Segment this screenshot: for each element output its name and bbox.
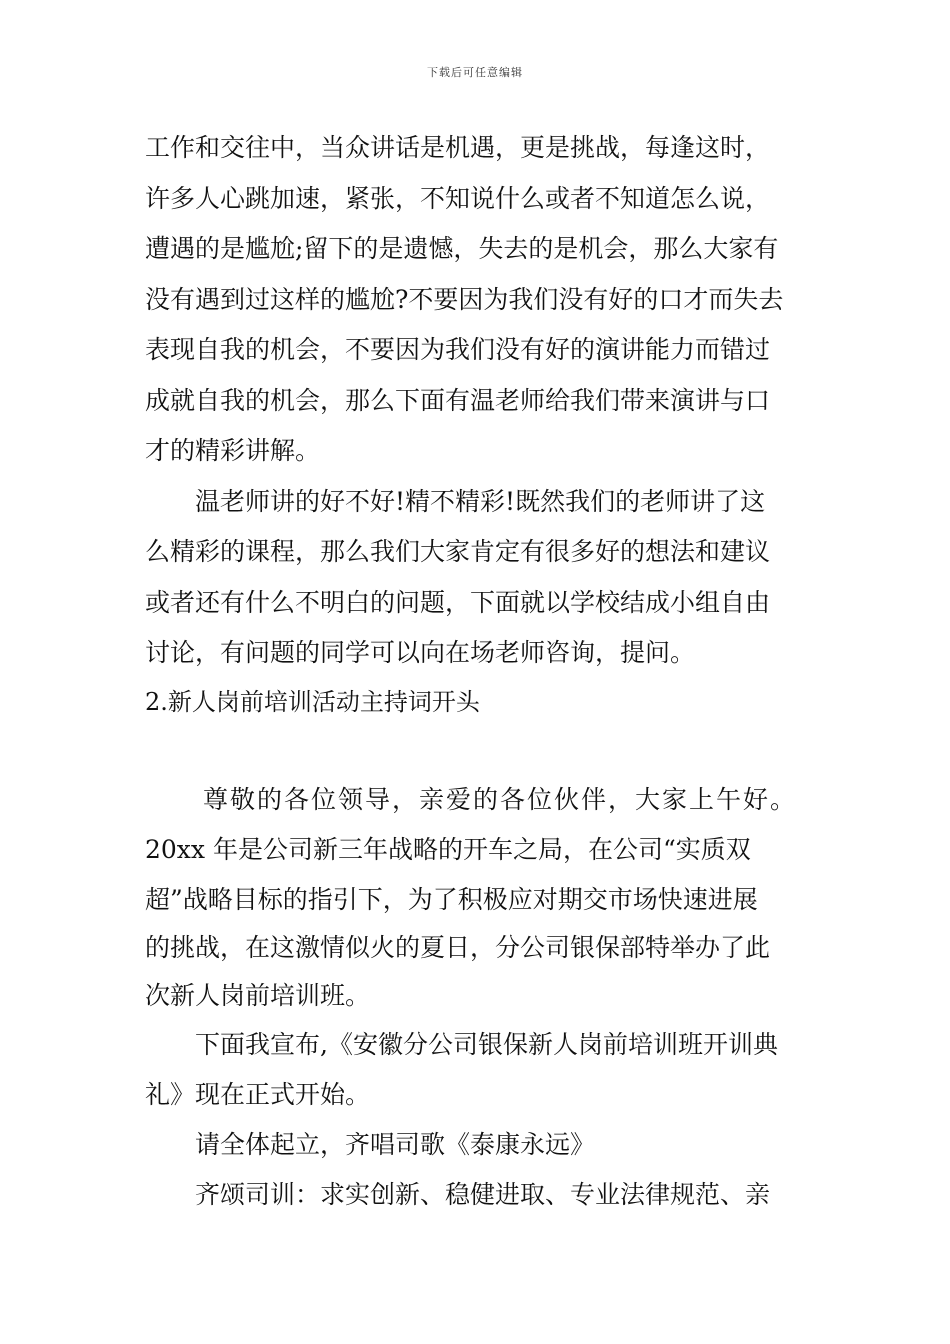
- paragraph-line: 尊敬的各位领导，亲爱的各位伙伴，大家上午好。: [203, 785, 798, 814]
- paragraph-line: 表现自我的机会，不要因为我们没有好的演讲能力而错过: [145, 335, 771, 364]
- paragraph-line: 请全体起立，齐唱司歌《泰康永远》: [195, 1130, 596, 1159]
- section-heading: 2.新人岗前培训活动主持词开头: [145, 688, 480, 716]
- paragraph-line: 温老师讲的好不好!精不精彩!既然我们的老师讲了这: [195, 487, 766, 516]
- paragraph-line: 成就自我的机会，那么下面有温老师给我们带来演讲与口: [145, 386, 771, 415]
- paragraph-line: 许多人心跳加速，紧张，不知说什么或者不知道怎么说，: [145, 184, 771, 213]
- paragraph-line: 次新人岗前培训班。: [145, 981, 371, 1010]
- paragraph-line: 下面我宣布,《安徽分公司银保新人岗前培训班开训典: [195, 1030, 778, 1059]
- paragraph-line: 礼》现在正式开始。: [145, 1080, 371, 1109]
- paragraph-line: 齐颂司训：求实创新、稳健进取、专业法律规范、亲: [195, 1180, 771, 1209]
- paragraph-line: 或者还有什么不明白的问题，下面就以学校结成小组自由: [145, 588, 771, 617]
- paragraph-line: 超”战略目标的指引下，为了积极应对期交市场快速进展: [145, 885, 758, 914]
- paragraph-line: 没有遇到过这样的尴尬?不要因为我们没有好的口才而失去: [145, 285, 784, 314]
- paragraph-line: 的挑战，在这激情似火的夏日，分公司银保部特举办了此: [145, 933, 771, 962]
- paragraph-line: 么精彩的课程，那么我们大家肯定有很多好的想法和建议: [145, 537, 771, 566]
- paragraph-line: 工作和交往中，当众讲话是机遇，更是挑战，每逢这时，: [145, 133, 771, 162]
- page-header: 下载后可任意编辑: [427, 66, 523, 79]
- paragraph-line: 20xx 年是公司新三年战略的开车之局，在公司“实质双: [145, 835, 751, 864]
- paragraph-line: 讨论，有问题的同学可以向在场老师咨询，提问。: [145, 638, 696, 667]
- paragraph-line: 才的精彩讲解。: [145, 436, 321, 465]
- paragraph-line: 遭遇的是尴尬;留下的是遗憾，失去的是机会，那么大家有: [145, 234, 779, 263]
